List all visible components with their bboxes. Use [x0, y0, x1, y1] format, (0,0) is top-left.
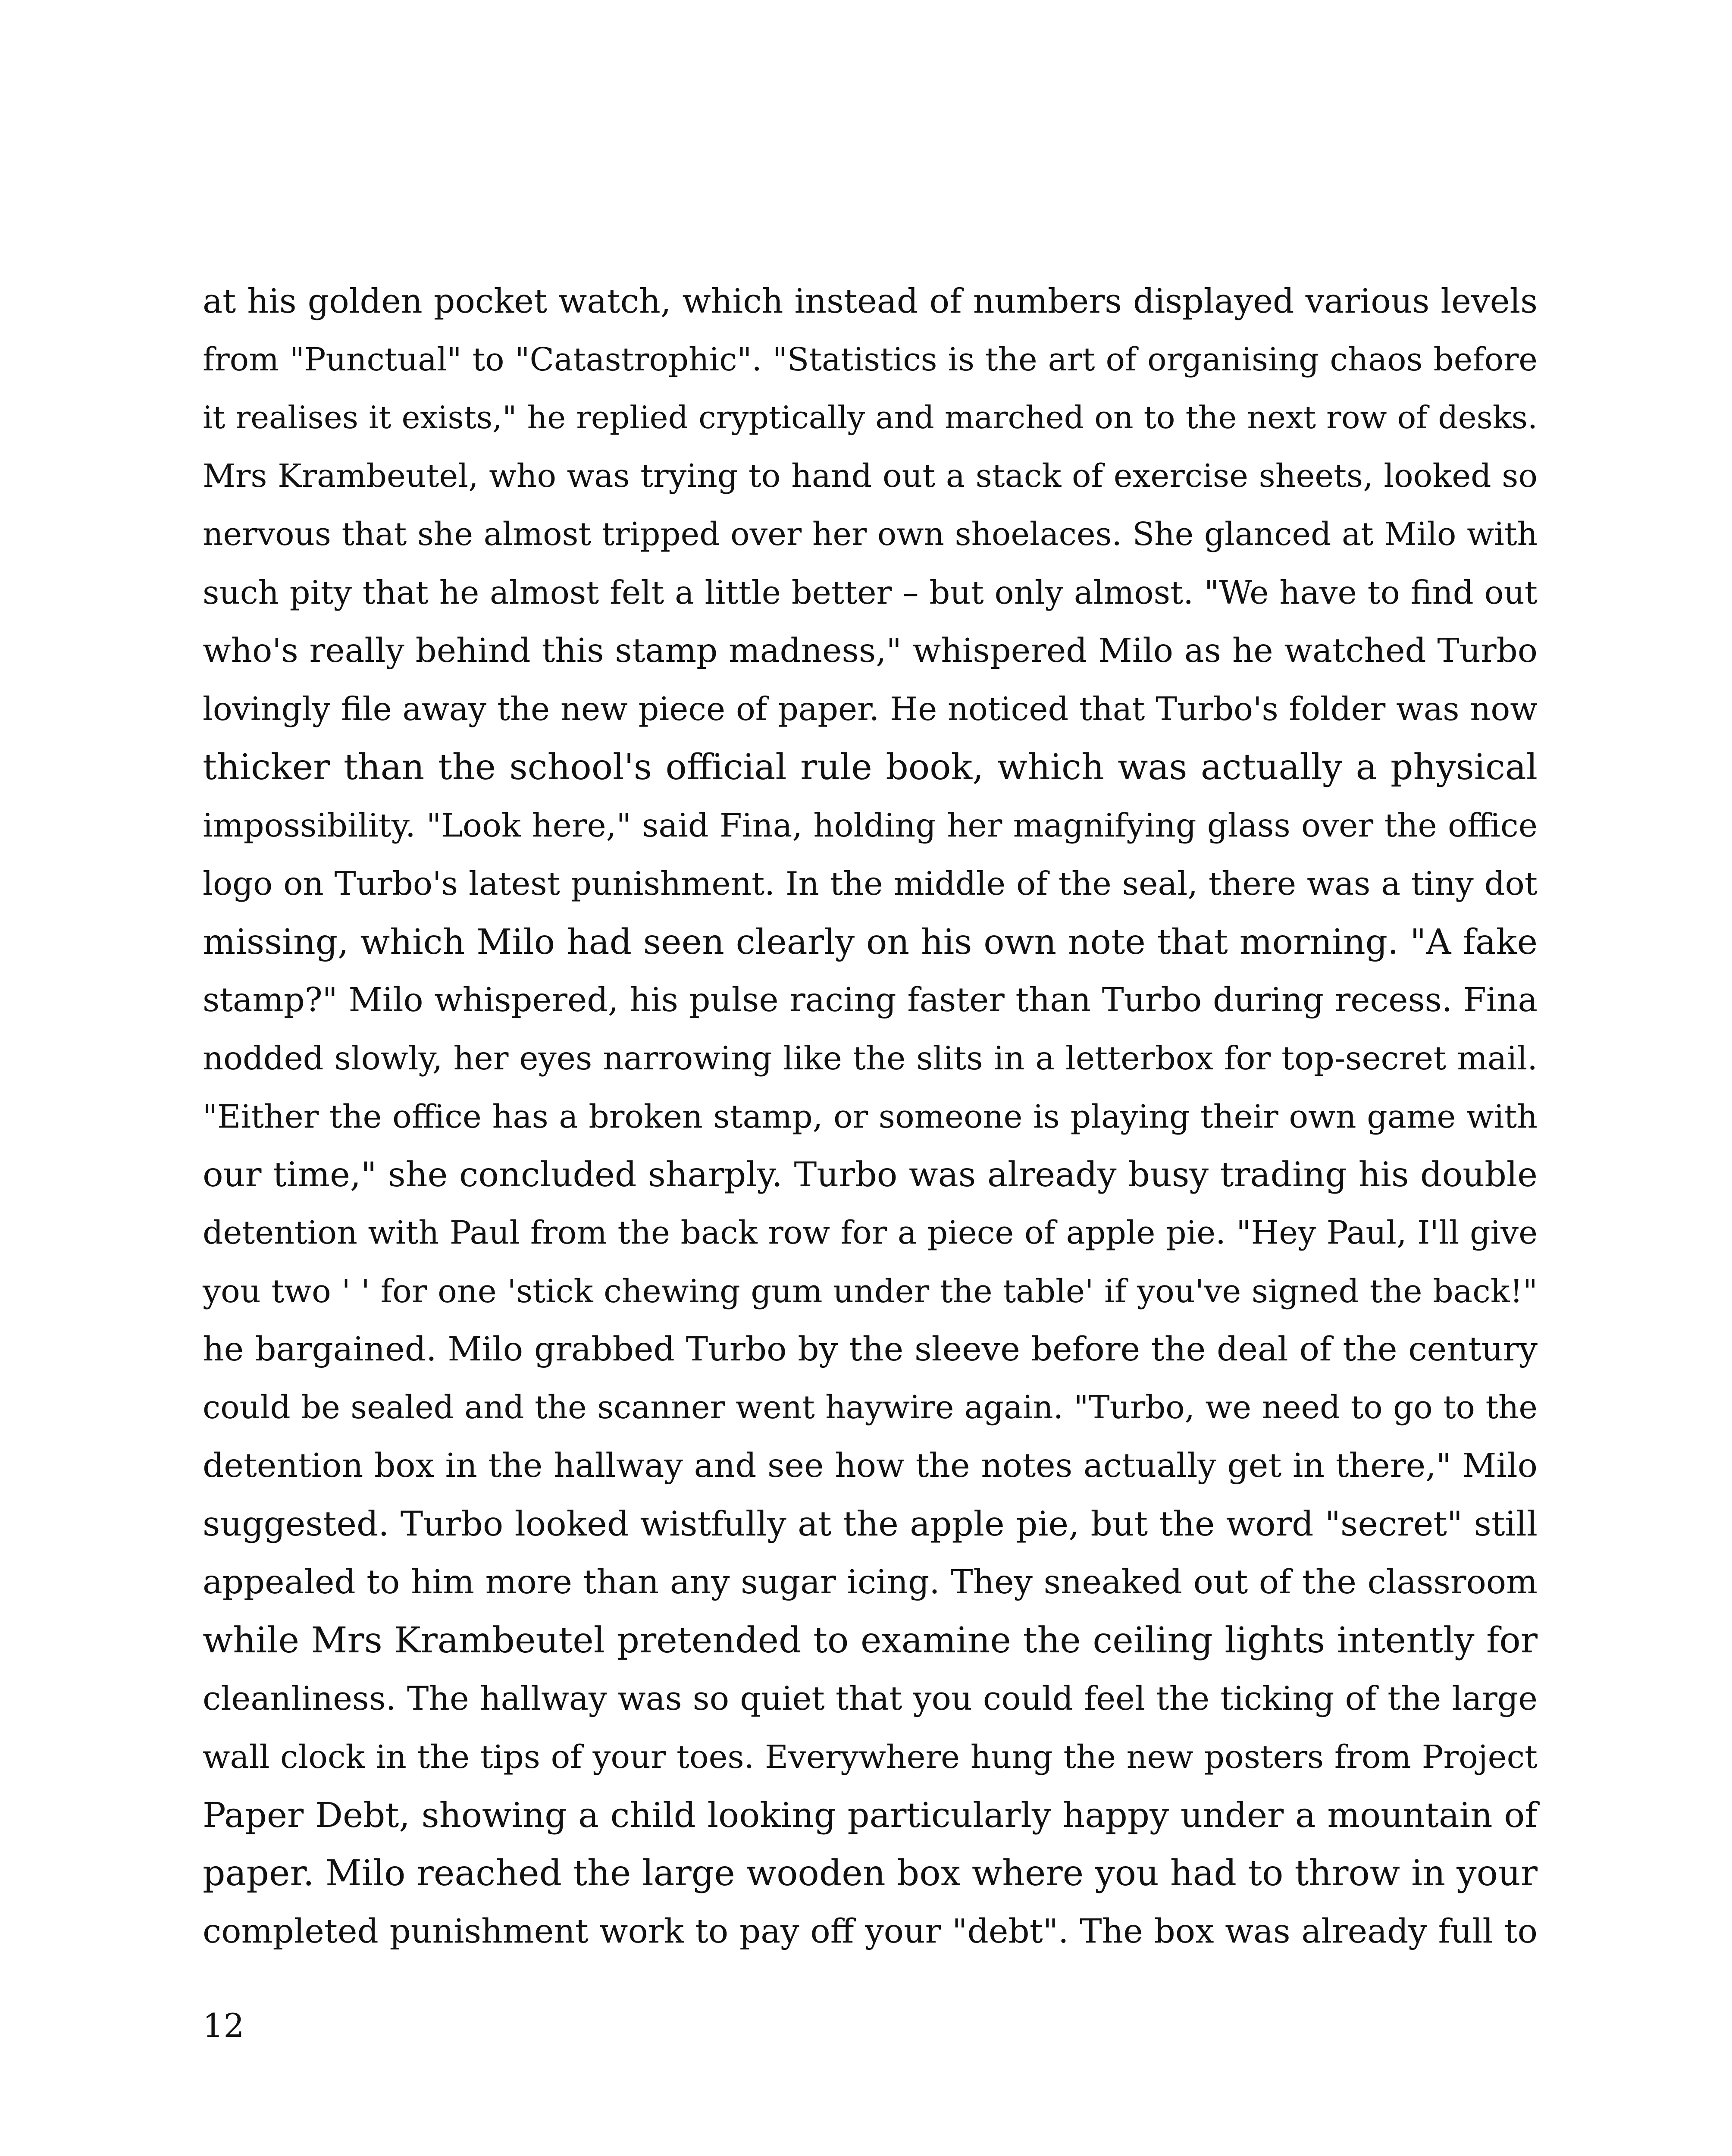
text-line: Paper Debt, showing a child looking particularly happy under a mountain of — [203, 1795, 1538, 1835]
text-line: from "Punctual" to "Catastrophic". "Statistics is the art of organising chaos before — [203, 341, 1538, 378]
body-text — [203, 273, 1538, 1961]
text-line: nodded slowly, her eyes narrowing like the slits in a letterbox for top-secret mail. — [203, 1040, 1538, 1077]
text-line: our time," she concluded sharply. Turbo was already busy trading his double — [203, 1155, 1538, 1194]
text-line: such pity that he almost felt a little better – but only almost. "We have to find out — [203, 573, 1538, 611]
text-line: who's really behind this stamp madness," whispered Milo as he watched Turbo — [203, 632, 1538, 670]
text-line: detention with Paul from the back row for a piece of apple pie. "Hey Paul, I'll give — [203, 1214, 1538, 1251]
text-line: cleanliness. The hallway was so quiet that you could feel the ticking of the large — [203, 1680, 1538, 1717]
text-line: lovingly file away the new piece of paper. He noticed that Turbo's folder was now — [203, 690, 1538, 728]
text-line: impossibility. "Look here," said Fina, holding her magnifying glass over the office — [203, 807, 1538, 844]
text-line: completed punishment work to pay off your "debt". The box was already full to — [203, 1912, 1538, 1951]
text-line: at his golden pocket watch, which instead of numbers displayed various levels — [203, 282, 1538, 321]
text-line: logo on Turbo's latest punishment. In the middle of the seal, there was a tiny dot — [203, 865, 1538, 903]
text-line: stamp?" Milo whispered, his pulse racing faster than Turbo during recess. Fina — [203, 981, 1538, 1019]
text-line: it realises it exists," he replied cryptically and marched on to the next row of desks. — [203, 400, 1538, 436]
text-line: thicker than the school's official rule book, which was actually a physical — [203, 747, 1538, 788]
text-line: while Mrs Krambeutel pretended to examine the ceiling lights intently for — [203, 1620, 1538, 1661]
text-line: appealed to him more than any sugar icing. They sneaked out of the classroom — [203, 1563, 1538, 1601]
text-line: detention box in the hallway and see how the notes actually get in there," Milo — [203, 1447, 1538, 1485]
text-line: you two ' ' for one 'stick chewing gum under the table' if you've signed the back!" — [203, 1272, 1538, 1310]
text-line: nervous that she almost tripped over her own shoelaces. She glanced at Milo with — [203, 516, 1538, 553]
text-line: missing, which Milo had seen clearly on his own note that morning. "A fake — [203, 921, 1538, 962]
page-number: 12 — [203, 2006, 244, 2045]
text-line: Mrs Krambeutel, who was trying to hand out a stack of exercise sheets, looked so — [203, 458, 1538, 495]
text-line: paper. Milo reached the large wooden box where you had to throw in your — [203, 1853, 1538, 1894]
text-line: he bargained. Milo grabbed Turbo by the sleeve before the deal of the century — [203, 1330, 1538, 1369]
text-line: "Either the office has a broken stamp, or someone is playing their own game with — [203, 1098, 1538, 1135]
text-line: suggested. Turbo looked wistfully at the apple pie, but the word "secret" still — [203, 1504, 1538, 1544]
text-line: could be sealed and the scanner went haywire again. "Turbo, we need to go to the — [203, 1389, 1538, 1426]
text-line: wall clock in the tips of your toes. Everywhere hung the new posters from Project — [203, 1738, 1538, 1776]
